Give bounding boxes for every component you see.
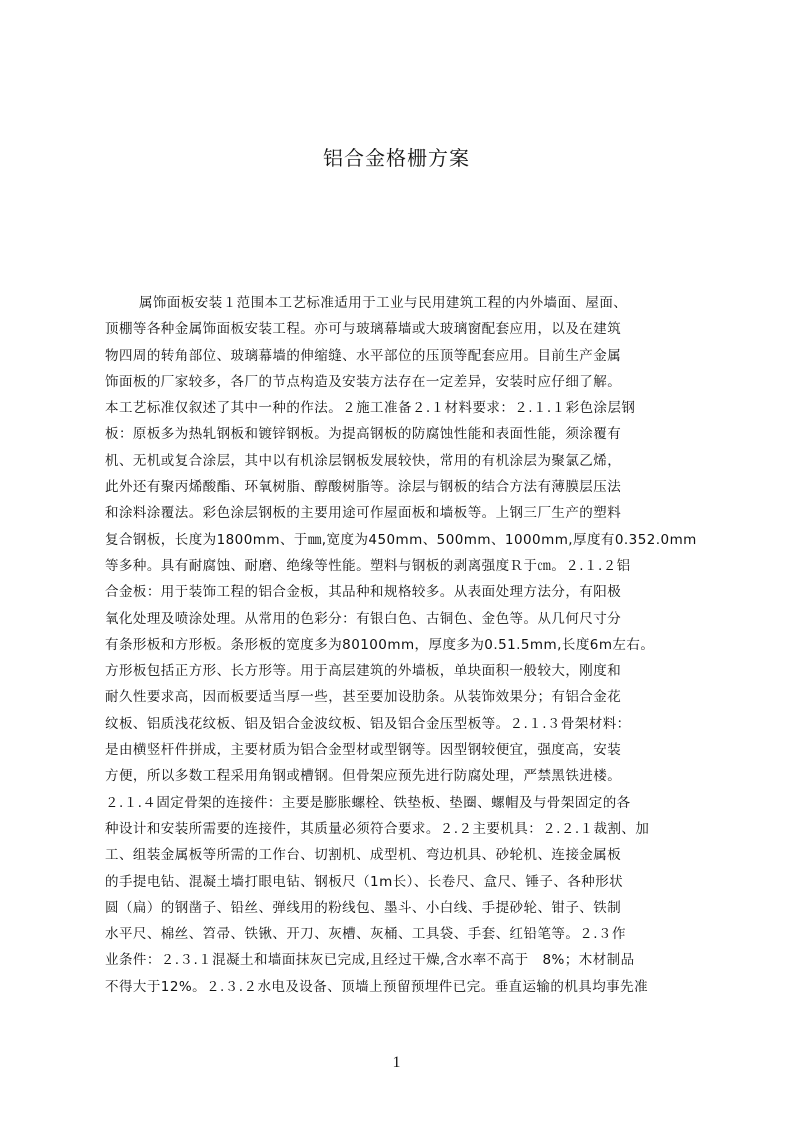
text-line: 板：原板多为热轧钢板和镀锌钢板。为提高钢板的防腐蚀性能和表面性能，须涂覆有 xyxy=(105,426,622,443)
text-line: 圆（扁）的钢凿子、铅丝、弹线用的粉线包、墨斗、小白线、手提砂轮、钳子、铁制 xyxy=(105,899,622,916)
text-line: 方形板包括正方形、长方形等。用于高层建筑的外墙板，单块面积一般较大，刚度和 xyxy=(105,663,622,680)
text-line: 业条件：２.３.１混凝土和墙面抹灰已完成,且经过干燥,含水率不高于 8%；木材制品 xyxy=(105,952,635,969)
text-line: 饰面板的厂家较多，各厂的节点构造及安装方法存在一定差异，安装时应仔细了解。 xyxy=(105,373,622,390)
text-line: 等多种。具有耐腐蚀、耐磨、绝缘等性能。塑料与钢板的剥离强度Ｒ于㎝。２.１.２铝 xyxy=(105,557,631,574)
text-line: 方便，所以多数工程采用角钢或槽钢。但骨架应预先进行防腐处理，严禁黑铁进楼。 xyxy=(105,768,622,785)
page-title: 铝合金格栅方案 xyxy=(323,146,470,170)
text-line: 物四周的转角部位、玻璃幕墙的伸缩缝、水平部位的压顶等配套应用。目前生产金属 xyxy=(105,347,622,364)
text-line: 顶棚等各种金属饰面板安装工程。亦可与玻璃幕墙或大玻璃窗配套应用，以及在建筑 xyxy=(105,321,622,338)
text-line: 种设计和安装所需要的连接件，其质量必须符合要求。２.２主要机具：２.２.１裁割、加 xyxy=(105,820,650,837)
text-line: ２.１.４固定骨架的连接件：主要是膨胀螺栓、铁垫板、垫圈、螺帽及与骨架固定的各 xyxy=(105,794,631,811)
text-line: 属饰面板安装１范围本工艺标准适用于工业与民用建筑工程的内外墙面、屋面、 xyxy=(139,295,628,311)
text-line: 复合钢板，长度为1800mm、于㎜,宽度为450mm、500mm、1000mm,厚度有0.352.0mm xyxy=(105,531,697,548)
text-line: 此外还有聚丙烯酸酯、环氧树脂、醇酸树脂等。涂层与钢板的结合方法有薄膜层压法 xyxy=(105,479,622,496)
page-number: 1 xyxy=(392,1054,401,1071)
text-line: 合金板：用于装饰工程的铝合金板，其品种和规格较多。从表面处理方法分，有阳极 xyxy=(105,584,622,601)
text-line: 工、组装金属板等所需的工作台、切割机、成型机、弯边机具、砂轮机、连接金属板 xyxy=(105,847,622,864)
text-line: 纹板、铝质浅花纹板、铝及铝合金波纹板、铝及铝合金压型板等。２.１.３骨架材料： xyxy=(105,715,631,732)
text-line: 和涂料涂覆法。彩色涂层钢板的主要用途可作屋面板和墙板等。上钢三厂生产的塑料 xyxy=(105,505,622,522)
text-line: 机、无机或复合涂层，其中以有机涂层钢板发展较快，常用的有机涂层为聚氯乙烯， xyxy=(105,452,622,469)
text-line: 耐久性要求高，因而板要适当厚一些，甚至要加设肋条。从装饰效果分；有铝合金花 xyxy=(105,689,622,706)
text-line: 氧化处理及喷涂处理。从常用的色彩分：有银白色、古铜色、金色等。从几何尺寸分 xyxy=(105,610,622,627)
text-line: 不得大于12%。２.３.２水电及设备、顶墙上预留预埋件已完。垂直运输的机具均事先准 xyxy=(105,978,649,995)
body-paragraph xyxy=(105,290,699,1000)
text-line: 水平尺、棉丝、笤帚、铁锹、开刀、灰槽、灰桶、工具袋、手套、红铅笔等。２.３作 xyxy=(105,926,626,943)
text-line: 本工艺标准仅叙述了其中一种的作法。２施工准备２.１材料要求：２.１.１彩色涂层钢 xyxy=(105,400,636,417)
text-line: 的手提电钻、混凝土墙打眼电钻、钢板尺（1m长）、长卷尺、盒尺、锤子、各种形状 xyxy=(105,873,624,890)
text-line: 有条形板和方形板。条形板的宽度多为80100mm，厚度多为0.51.5mm,长度6m左右。 xyxy=(105,636,655,653)
text-line: 是由横竖杆件拼成，主要材质为铝合金型材或型钢等。因型钢较便宜，强度高，安装 xyxy=(105,742,622,759)
